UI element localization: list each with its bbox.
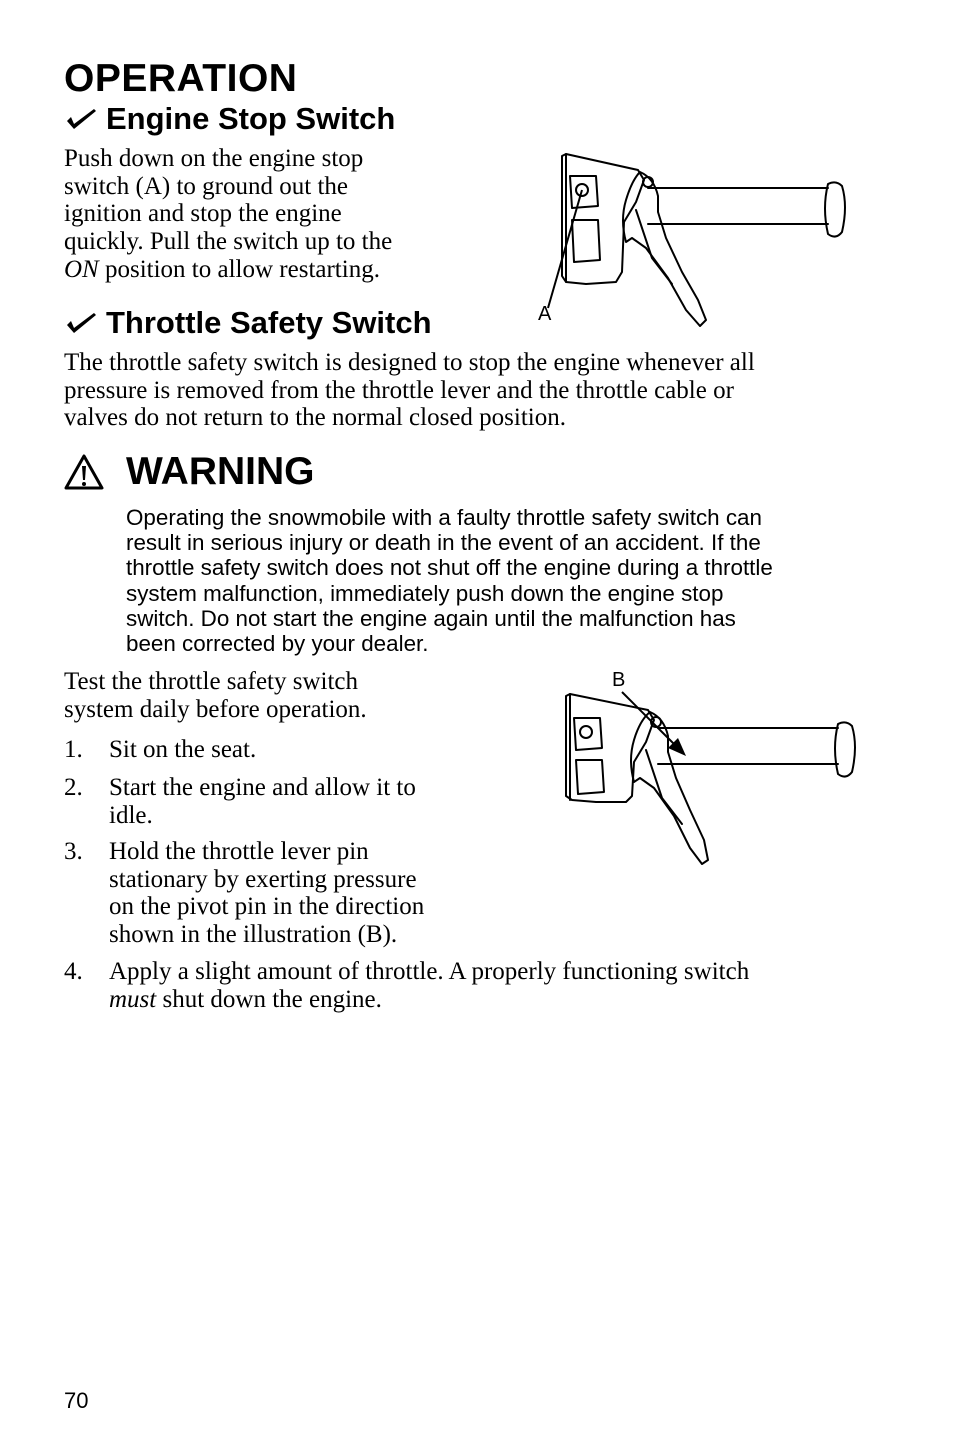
warning-triangle-icon <box>64 454 104 490</box>
test-paragraph <box>64 668 464 723</box>
engine-stop-line: switch (A) to ground out the <box>64 172 348 200</box>
test-line: Test the throttle safety switch <box>64 668 359 695</box>
throttle-safety-heading-text: Throttle Safety Switch <box>106 305 432 340</box>
warning-line: Operating the snowmobile with a faulty throttle safety switch can <box>126 505 762 530</box>
step-line: Apply a slight amount of throttle. A properly functioning switch <box>109 958 750 985</box>
step-line: on the pivot pin in the direction <box>109 893 425 921</box>
engine-stop-line-rest: position to allow restarting. <box>98 255 380 283</box>
throttle-safety-line: The throttle safety switch is designed to stop the engine whenever all <box>64 349 755 376</box>
throttle-safety-paragraph <box>64 349 884 432</box>
warning-line: system malfunction, immediately push down the engine stop <box>126 580 724 606</box>
list-item <box>64 736 484 764</box>
must-emphasis: must <box>109 985 157 1013</box>
list-item <box>64 838 484 950</box>
step-text <box>109 736 256 764</box>
step-line: Start the engine and allow it to <box>109 774 416 801</box>
engine-stop-line: quickly. Pull the switch up to the <box>64 228 393 256</box>
step-number: 3. <box>64 838 83 865</box>
warning-body <box>126 505 866 656</box>
step-line <box>109 986 879 1014</box>
checkmark-icon <box>64 310 98 336</box>
engine-stop-heading <box>64 100 395 138</box>
list-item <box>64 958 884 1014</box>
step-line: idle. <box>109 801 153 829</box>
step-text <box>109 958 879 1013</box>
test-line: system daily before operation. <box>64 695 367 723</box>
step-number: 1. <box>64 736 83 763</box>
checkmark-icon <box>64 106 98 132</box>
figure-label-b: B <box>612 669 626 691</box>
list-item <box>64 774 484 830</box>
step-line-rest: shut down the engine. <box>156 985 382 1013</box>
warning-line: been corrected by your dealer. <box>126 631 429 657</box>
engine-stop-paragraph <box>64 145 464 284</box>
step-number: 2. <box>64 774 83 801</box>
step-text <box>109 838 489 949</box>
step-line: Sit on the seat. <box>109 736 257 763</box>
throttle-safety-heading <box>64 304 432 342</box>
engine-stop-heading-text: Engine Stop Switch <box>106 101 396 136</box>
page-number: 70 <box>64 1388 89 1413</box>
engine-stop-switch-illustration <box>536 150 856 330</box>
engine-stop-line: Push down on the engine stop <box>64 145 364 172</box>
step-number: 4. <box>64 958 83 985</box>
throttle-safety-line: valves do not return to the normal closed position. <box>64 404 566 432</box>
warning-title-text: WARNING <box>126 450 315 493</box>
warning-line: switch. Do not start the engine again until the malfunction has <box>126 605 736 631</box>
step-line: stationary by exerting pressure <box>109 865 417 893</box>
engine-stop-line: ignition and stop the engine <box>64 200 342 228</box>
warning-title <box>64 449 315 495</box>
throttle-safety-line: pressure is removed from the throttle lever and the throttle cable or <box>64 376 734 404</box>
figure-label-a: A <box>538 303 552 325</box>
warning-line: throttle safety switch does not shut off the engine during a throttle <box>126 555 773 581</box>
on-emphasis: ON <box>64 255 99 283</box>
step-text <box>109 774 416 829</box>
section-title: OPERATION <box>64 57 298 100</box>
step-line: shown in the illustration (B). <box>109 921 398 949</box>
engine-stop-line <box>64 256 464 284</box>
warning-line: result in serious injury or death in the event of an accident. If the <box>126 530 761 556</box>
throttle-pivot-illustration <box>556 664 856 869</box>
step-line: Hold the throttle lever pin <box>109 838 369 865</box>
